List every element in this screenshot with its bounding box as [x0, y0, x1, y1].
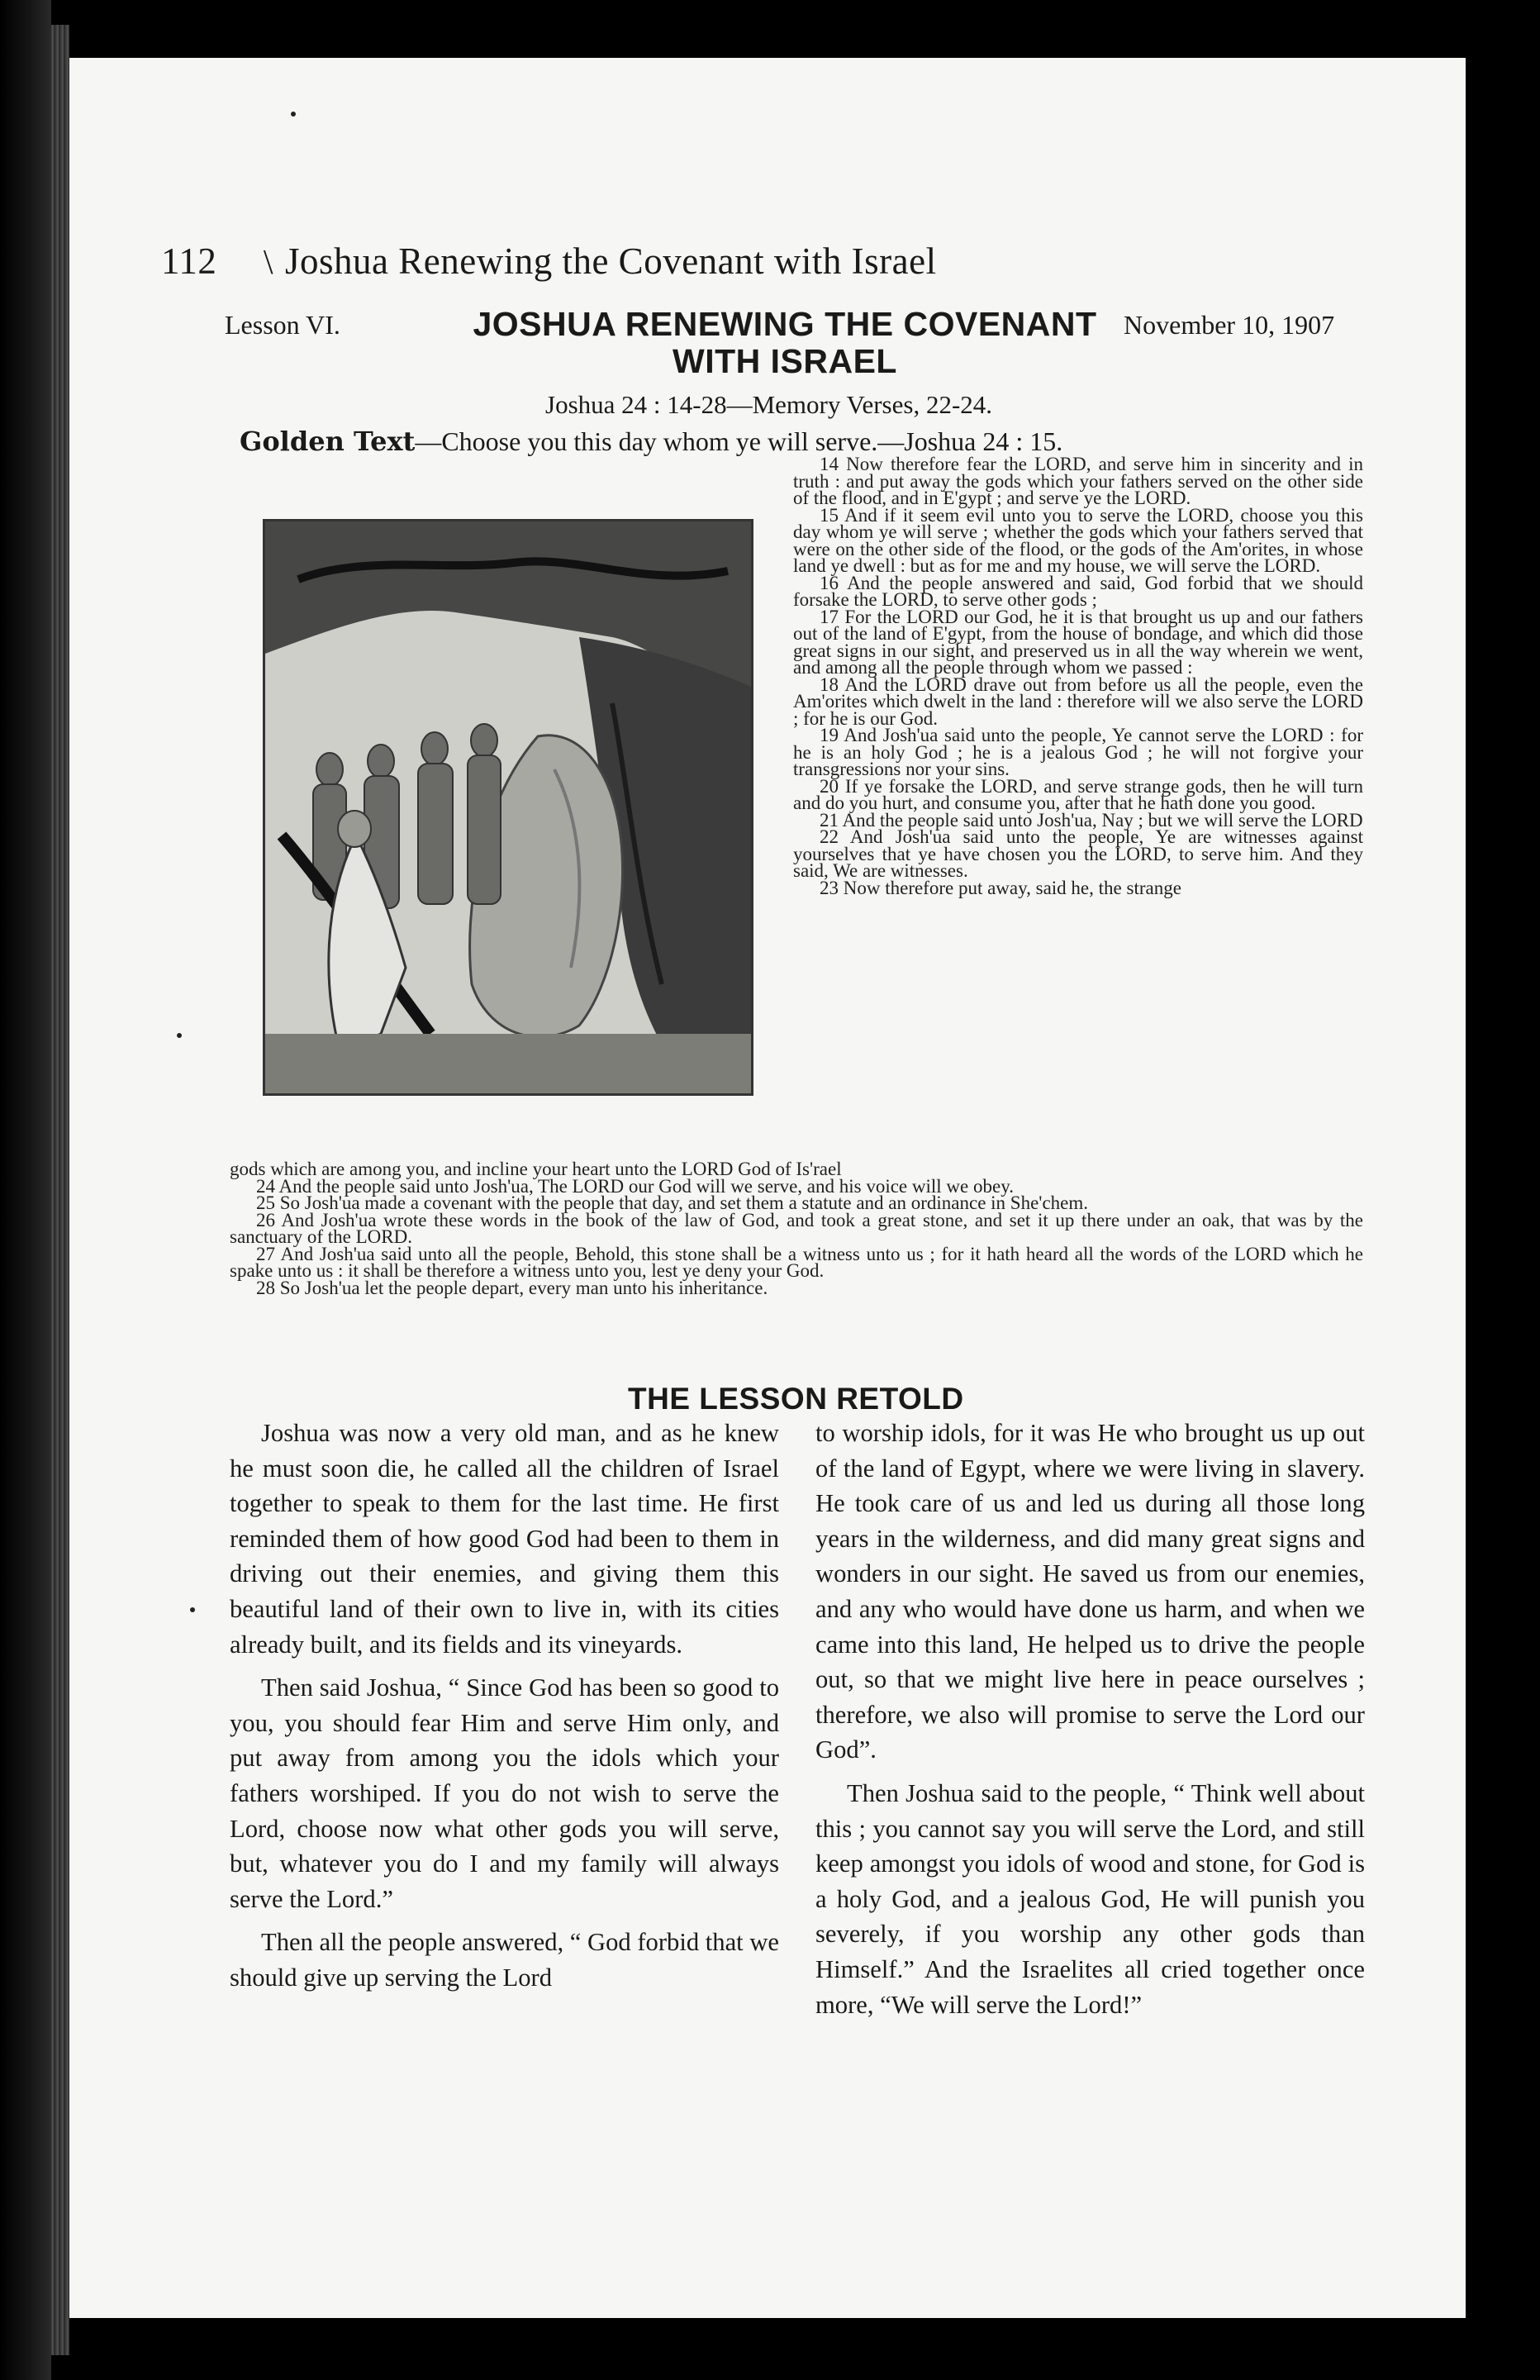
golden-text: [240, 426, 1062, 457]
retold-paragraph: to worship idols, for it was He who brought us up out of the land of Egypt, where we were living in slavery. He took care of us and led us during all those long years in the wilderness, and did many great signs and wonders in our sight. He saved us from our enemies, and any who would have done us harm, and when we came into this land, He helped us to drive the people out, so that we might live here in peace ourselves ; therefore, we also will promise to serve the Lord our God”.: [815, 1419, 1365, 1764]
verse-23-continued: gods which are among you, and incline your heart unto the LORD God of Is'rael: [230, 1159, 842, 1179]
lesson-title: JOSHUA RENEWING THE COVENANT WITH ISRAEL: [473, 305, 1097, 380]
scripture-reference: Joshua 24 : 14-28—Memory Verses, 22-24.: [545, 390, 993, 419]
retold-heading: THE LESSON RETOLD: [628, 1382, 964, 1416]
verse-19: 19 And Josh'ua said unto the people, Ye cannot serve the LORD : for he is an holy God ; he is a jealous God ; he will not forgive your transgressions nor your sins.: [793, 725, 1363, 779]
illustration-drawing: [265, 521, 751, 1093]
lesson-number: Lesson VI.: [225, 310, 340, 340]
book-binding-shadow: [0, 0, 51, 2380]
verse-17: 17 For the LORD our God, he it is that brought us up and our fathers out of the land of E'gypt, from the house of bondage, and which did those great signs in our sight, and preserved us in all the way wherein we went, and among all the people through whom we passed :: [793, 606, 1363, 678]
verse-15: 15 And if it seem evil unto you to serve the LORD, choose you this day whom ye will serve ; whether the gods which your fathers served that were on the other side of the flood, or the gods of the Am'orites, in whose land ye dwell : but as for me and my house, we will serve the LORD.: [793, 504, 1363, 576]
retold-paragraph: Joshua was now a very old man, and as he knew he must soon die, he called all the children of Israel together to speak to them for the last time. He first reminded them of how good God had been to them in driving out their enemies, and giving them this beautiful land of their own to live in, with its cities already built, and its fields and its vineyards.: [230, 1419, 779, 1659]
verse-25: 25 So Josh'ua made a covenant with the people that day, and set them a statute and an ordinance in She'chem.: [256, 1192, 1089, 1213]
retold-column-left: [230, 1416, 779, 2004]
verse-28: 28 So Josh'ua let the people depart, every man unto his inheritance.: [256, 1277, 768, 1298]
verse-14: 14 Now therefore fear the LORD, and serve him in sincerity and in truth : and put away the gods which your fathers served on the other side of the flood, and in E'gypt ; and serve ye the LORD.: [793, 454, 1363, 508]
verse-23: 23 Now therefore put away, said he, the strange: [820, 877, 1181, 898]
verse-21: 21 And the people said unto Josh'ua, Nay ; but we will serve the LORD: [820, 809, 1363, 831]
verse-18: 18 And the LORD drave out from before us all the people, even the Am'orites which dwelt in the land : therefore will we also serve the LORD ; for he is our God.: [793, 674, 1363, 729]
pencil-mark: \: [263, 244, 274, 282]
scripture-verses-column: [793, 456, 1363, 897]
golden-text-label: Golden Text: [240, 426, 416, 457]
verse-16: 16 And the people answered and said, God forbid that we should forsake the LORD, to serve other gods ;: [793, 572, 1363, 610]
retold-paragraph: Then all the people answered, “ God forbid that we should give up serving the Lord: [230, 1928, 779, 1992]
running-title: Joshua Renewing the Covenant with Israel: [285, 240, 937, 282]
verse-24: 24 And the people said unto Josh'ua, The LORD our God will we serve, and his voice will we obey.: [256, 1175, 1014, 1197]
retold-paragraph: Then Joshua said to the people, “ Think well about this ; you cannot say you will serve the Lord, and still keep amongst you idols of wood and stone, for God is a holy God, and a jealous God, He will punish you severely, if you worship any other gods than Himself.” And the Israelites all cried together once more, “We will serve the Lord!”: [815, 1778, 1365, 2019]
book-binding-edge: [51, 25, 69, 2355]
verse-26: 26 And Josh'ua wrote these words in the book of the law of God, and took a great stone, and set it up there under an oak, that was by the sanctuary of the LORD.: [230, 1209, 1363, 1247]
verse-20: 20 If ye forsake the LORD, and serve strange gods, then he will turn and do you hurt, and consume you, after that he hath done you good.: [793, 775, 1363, 813]
scan-margin: [1466, 50, 1540, 2330]
verse-22: 22 And Josh'ua said unto the people, Ye are witnesses against yourselves that ye have chosen you the LORD, to serve him. And they said, We are witnesses.: [793, 826, 1363, 881]
scan-speck: [177, 1033, 182, 1038]
retold-paragraph: Then said Joshua, “ Since God has been so good to you, you should fear Him and serve Him only, and put away from among you the idols which your fathers worshiped. If you do not wish to serve the Lord, choose now what other gods you will serve, but, whatever you do I and my family will always serve the Lord.”: [230, 1673, 779, 1913]
running-head: [161, 240, 1161, 283]
lesson-date: November 10, 1907: [1124, 310, 1335, 340]
lesson-illustration: [263, 519, 753, 1096]
retold-column-right: [815, 1416, 1365, 2030]
scripture-verses-full: [230, 1161, 1363, 1297]
page-number: 112: [161, 240, 217, 282]
scan-speck: [291, 112, 296, 117]
verse-27: 27 And Josh'ua said unto all the people, Behold, this stone shall be a witness unto us ; for it hath heard all the words of the LORD which he spake unto us : it shall be therefore a witness unto you, lest ye deny your God.: [230, 1243, 1363, 1281]
golden-text-verse: —Choose you this day whom ye will serve.—Joshua 24 : 15.: [415, 426, 1063, 456]
scan-speck: [190, 1607, 195, 1612]
